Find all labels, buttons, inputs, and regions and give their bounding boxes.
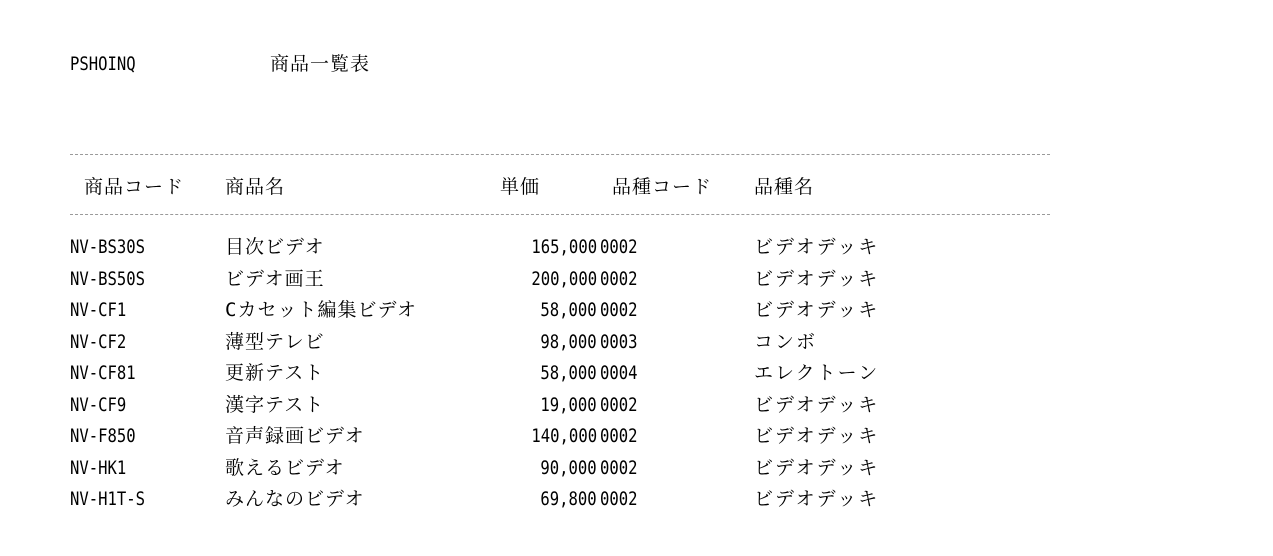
cell-unit-price: 200,000 — [531, 267, 597, 290]
report-title: 商品一覧表 — [270, 53, 371, 75]
cell-product-code: NV-H1T-S — [70, 488, 146, 510]
cell-kind-code: 0002 — [600, 299, 638, 321]
header-bottom-divider — [70, 214, 1050, 215]
table-row — [0, 358, 1273, 389]
cell-kind-name: ビデオデッキ — [754, 456, 880, 479]
cell-unit-price: 140,000 — [531, 425, 597, 447]
cell-kind-name: コンボ — [754, 330, 818, 353]
cell-kind-code: 0002 — [600, 393, 638, 416]
cell-kind-code: 0002 — [600, 488, 638, 510]
cell-kind-code: 0003 — [600, 330, 638, 353]
cell-product-code: NV-HK1 — [70, 456, 127, 479]
cell-kind-name: ビデオデッキ — [754, 299, 880, 321]
cell-product-code: NV-CF81 — [70, 362, 136, 384]
header-product-code: 商品コード — [84, 176, 185, 198]
cell-product-code: NV-BS30S — [70, 236, 146, 258]
cell-product-code: NV-CF2 — [70, 330, 127, 353]
table-row — [0, 232, 1273, 263]
cell-unit-price: 98,000 — [540, 330, 597, 353]
cell-product-name: 漢字テスト — [225, 393, 325, 416]
header-kind-code: 品種コード — [612, 176, 713, 198]
cell-kind-code: 0002 — [600, 425, 638, 447]
table-row — [0, 453, 1273, 484]
table-row — [0, 390, 1273, 421]
header-product-name: 商品名 — [225, 176, 286, 198]
cell-product-name: ビデオ画王 — [225, 267, 325, 290]
cell-kind-code: 0002 — [600, 267, 638, 290]
cell-product-name: 薄型テレビ — [225, 330, 325, 353]
cell-kind-name: エレクトーン — [754, 362, 880, 384]
cell-product-name: 更新テスト — [225, 362, 325, 384]
cell-product-code: NV-BS50S — [70, 267, 146, 290]
cell-product-name: Cカセット編集ビデオ — [225, 299, 418, 321]
table-row — [0, 327, 1273, 358]
table-row — [0, 484, 1273, 515]
cell-product-code: NV-CF9 — [70, 393, 127, 416]
report-id: PSHOINQ — [70, 53, 136, 75]
cell-product-name: みんなのビデオ — [225, 488, 365, 510]
cell-kind-name: ビデオデッキ — [754, 236, 880, 258]
cell-unit-price: 58,000 — [540, 362, 597, 384]
cell-kind-code: 0002 — [600, 456, 638, 479]
cell-kind-name: ビデオデッキ — [754, 425, 880, 447]
header-kind-name: 品種名 — [754, 176, 815, 198]
header-top-divider — [70, 154, 1050, 155]
table-row — [0, 421, 1273, 452]
cell-product-name: 歌えるビデオ — [225, 456, 345, 479]
cell-product-code: NV-F850 — [70, 425, 136, 447]
cell-kind-name: ビデオデッキ — [754, 393, 880, 416]
cell-product-code: NV-CF1 — [70, 299, 127, 321]
cell-unit-price: 58,000 — [540, 299, 597, 321]
cell-kind-code: 0002 — [600, 236, 638, 258]
cell-unit-price: 69,800 — [540, 488, 597, 510]
cell-product-name: 目次ビデオ — [225, 236, 325, 258]
table-row — [0, 295, 1273, 326]
cell-kind-name: ビデオデッキ — [754, 267, 880, 290]
cell-unit-price: 165,000 — [531, 236, 597, 258]
table-row — [0, 264, 1273, 295]
cell-unit-price: 90,000 — [540, 456, 597, 479]
cell-kind-code: 0004 — [600, 362, 638, 384]
cell-product-name: 音声録画ビデオ — [225, 425, 365, 447]
cell-kind-name: ビデオデッキ — [754, 488, 880, 510]
header-unit-price: 単価 — [500, 176, 541, 198]
cell-unit-price: 19,000 — [540, 393, 597, 416]
